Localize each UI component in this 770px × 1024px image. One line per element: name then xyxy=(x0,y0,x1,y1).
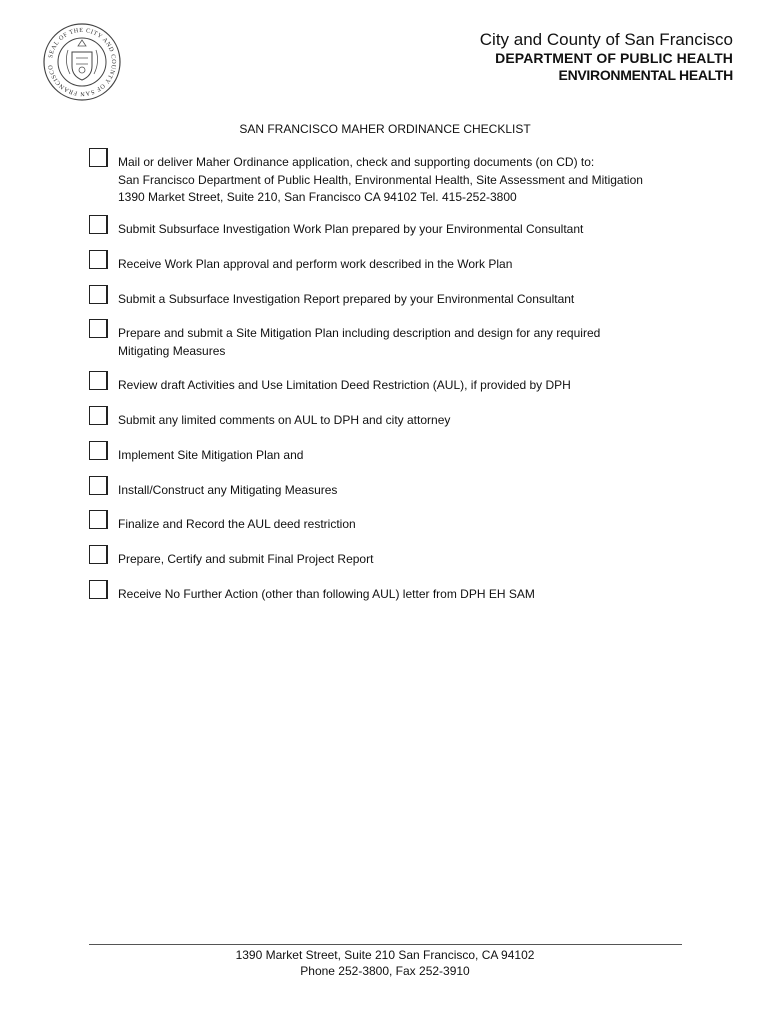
checklist-item-submit-work-plan xyxy=(89,215,718,239)
svg-text:SEAL OF THE CITY AND COUNTY OF: SEAL OF THE CITY AND COUNTY OF SAN FRANCISCO xyxy=(47,26,118,98)
checkbox[interactable] xyxy=(89,371,108,390)
item-line: Finalize and Record the AUL deed restriction xyxy=(118,517,356,531)
checkbox[interactable] xyxy=(89,545,108,564)
department-name: DEPARTMENT OF PUBLIC HEALTH xyxy=(495,50,733,67)
item-line: Mitigating Measures xyxy=(118,343,226,358)
checklist-item-mitigation-plan xyxy=(89,319,718,360)
checklist-item-review-aul xyxy=(89,371,718,395)
checklist-item-receive-approval xyxy=(89,250,718,274)
checkbox[interactable] xyxy=(89,250,108,269)
checklist-item-text xyxy=(118,154,718,207)
checklist-item-text xyxy=(118,256,718,274)
letterhead xyxy=(480,30,733,84)
checkbox[interactable] xyxy=(89,441,108,460)
footer-divider xyxy=(89,944,682,945)
checklist-item-aul-comments xyxy=(89,406,718,430)
item-line: Prepare, Certify and submit Final Project Report xyxy=(118,552,374,566)
item-line: Implement Site Mitigation Plan and xyxy=(118,448,304,462)
checklist-item-text xyxy=(118,482,718,500)
footer-phone: Phone 252-3800, Fax 252-3910 xyxy=(300,964,470,978)
checklist-item-text xyxy=(118,377,718,395)
checklist-item-text xyxy=(118,412,718,430)
item-line: Mail or deliver Maher Ordinance application, check and supporting documents (on CD) to: xyxy=(118,155,595,169)
footer xyxy=(0,947,770,979)
checklist-item-install-measures xyxy=(89,476,718,500)
checklist-item-implement-plan xyxy=(89,441,718,465)
item-line: Submit a Subsurface Investigation Report prepared by your Environmental Consultant xyxy=(118,292,575,306)
footer-address: 1390 Market Street, Suite 210 San Francisco, CA 94102 xyxy=(235,948,535,962)
item-line: Prepare and submit a Site Mitigation Plan including description and design for any required xyxy=(118,326,601,340)
city-name: City and County of San Francisco xyxy=(479,30,733,49)
checklist-item-text xyxy=(118,447,718,465)
checklist-item-no-further-action xyxy=(89,580,718,604)
checkbox[interactable] xyxy=(89,406,108,425)
page-title: SAN FRANCISCO MAHER ORDINANCE CHECKLIST xyxy=(239,122,531,136)
checklist-item-text xyxy=(118,586,718,604)
checklist-item-mail-application xyxy=(89,148,718,207)
checklist-item-text xyxy=(118,325,718,360)
checkbox[interactable] xyxy=(89,148,108,167)
checkbox[interactable] xyxy=(89,476,108,495)
division-name: ENVIRONMENTAL HEALTH xyxy=(558,67,733,84)
checkbox[interactable] xyxy=(89,215,108,234)
checklist-item-record-aul xyxy=(89,510,718,534)
checklist-item-text xyxy=(118,291,718,309)
checklist-item-text xyxy=(118,221,718,239)
checkbox[interactable] xyxy=(89,319,108,338)
item-line: Receive Work Plan approval and perform work described in the Work Plan xyxy=(118,257,513,271)
checklist-item-submit-report xyxy=(89,285,718,309)
item-line: Install/Construct any Mitigating Measures xyxy=(118,483,338,497)
checkbox[interactable] xyxy=(89,580,108,599)
checkbox[interactable] xyxy=(89,285,108,304)
checklist-item-text xyxy=(118,551,718,569)
checkbox[interactable] xyxy=(89,510,108,529)
item-line: Submit any limited comments on AUL to DPH and city attorney xyxy=(118,413,451,427)
item-line: Receive No Further Action (other than following AUL) letter from DPH EH SAM xyxy=(118,587,535,601)
item-line: 1390 Market Street, Suite 210, San Francisco CA 94102 Tel. 415-252-3800 xyxy=(118,190,517,204)
item-line: Submit Subsurface Investigation Work Plan prepared by your Environmental Consultant xyxy=(118,222,584,236)
item-line: San Francisco Department of Public Health, Environmental Health, Site Assessment and Mitigation xyxy=(118,172,643,187)
item-line: Review draft Activities and Use Limitation Deed Restriction (AUL), if provided by DPH xyxy=(118,378,571,392)
checklist-item-text xyxy=(118,516,718,534)
checklist-item-final-report xyxy=(89,545,718,569)
city-seal-logo xyxy=(42,22,122,102)
